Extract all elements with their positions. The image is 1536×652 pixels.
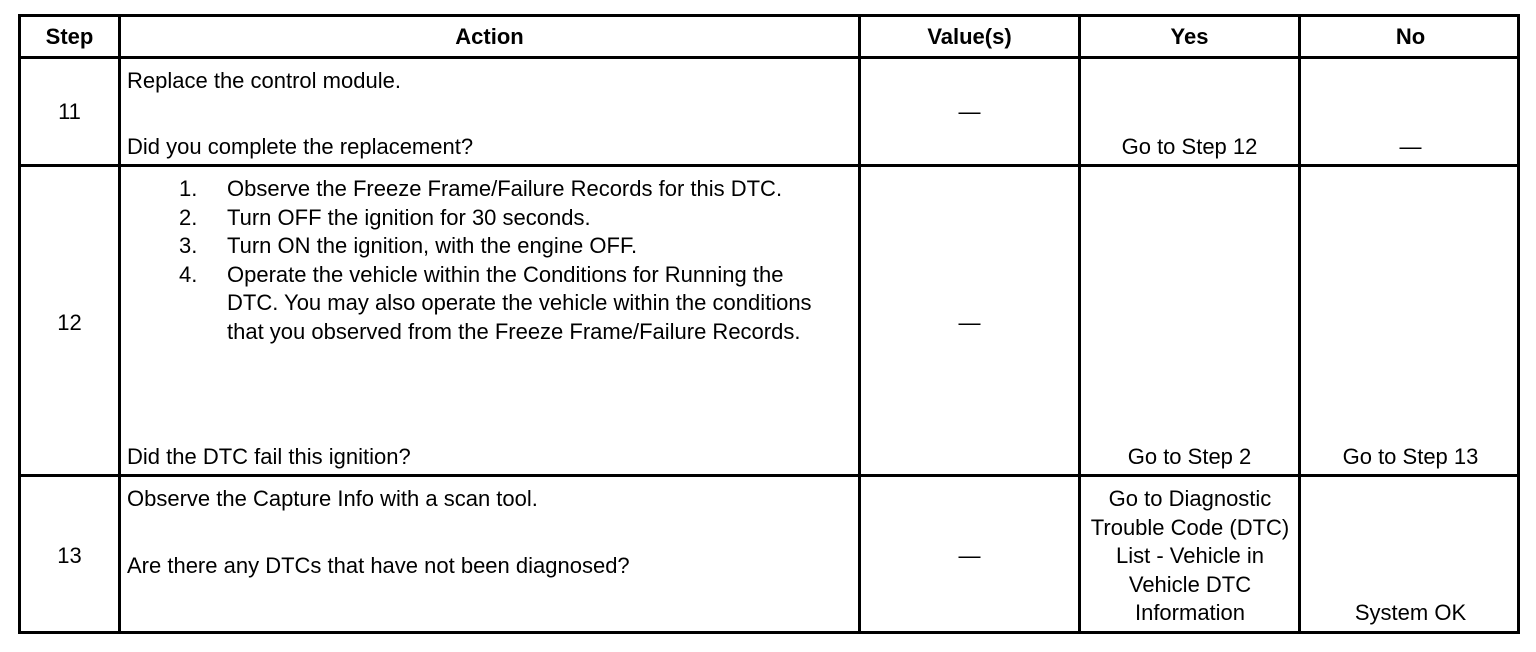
yes-link-11[interactable]: Go to Step 12	[1121, 134, 1258, 159]
no-13: System OK	[1354, 600, 1467, 625]
row-divider	[21, 56, 1517, 59]
header-step: Step	[45, 24, 94, 49]
action-question-11: Did you complete the replacement?	[127, 134, 474, 159]
header-no: No	[1395, 24, 1426, 49]
yes-link-13[interactable]: Go to Diagnostic Trouble Code (DTC) List - Vehicle in Vehicle DTC Information	[1090, 486, 1290, 626]
header-action: Action	[455, 24, 524, 49]
col-divider	[1298, 17, 1301, 631]
col-divider	[118, 17, 121, 631]
yes-link-12[interactable]: Go to Step 2	[1127, 444, 1252, 469]
values-11: —	[958, 99, 981, 124]
step-number-11: 11	[58, 99, 81, 124]
list-item: 2. Turn OFF the ignition for 30 seconds.	[179, 204, 591, 230]
step-number-13: 13	[57, 543, 82, 568]
values-13: —	[958, 543, 981, 568]
header-values: Value(s)	[927, 24, 1012, 49]
col-divider	[1078, 17, 1081, 631]
no-link-12[interactable]: Go to Step 13	[1342, 444, 1479, 469]
list-item: 3. Turn ON the ignition, with the engine OFF.	[179, 233, 638, 259]
action-question-12: Did the DTC fail this ignition?	[127, 444, 411, 469]
list-item: 4. Operate the vehicle within the Conditions for Running the DTC. You may also operate the vehicle within the conditions that you observed from the Freeze Frame/Failure Records.	[179, 261, 812, 344]
row-divider	[21, 474, 1517, 477]
step-number-12: 12	[57, 310, 82, 335]
values-12: —	[958, 310, 981, 335]
no-11: —	[1399, 134, 1422, 159]
diagnostic-table	[18, 14, 1520, 634]
header-yes: Yes	[1170, 24, 1209, 49]
action-intro-11: Replace the control module.	[127, 68, 401, 93]
action-question-13: Are there any DTCs that have not been diagnosed?	[127, 553, 630, 578]
action-intro-13: Observe the Capture Info with a scan tool.	[127, 486, 538, 511]
row-divider	[21, 164, 1517, 167]
list-item: 1. Observe the Freeze Frame/Failure Records for this DTC.	[179, 176, 783, 201]
action-list-12	[127, 175, 827, 347]
